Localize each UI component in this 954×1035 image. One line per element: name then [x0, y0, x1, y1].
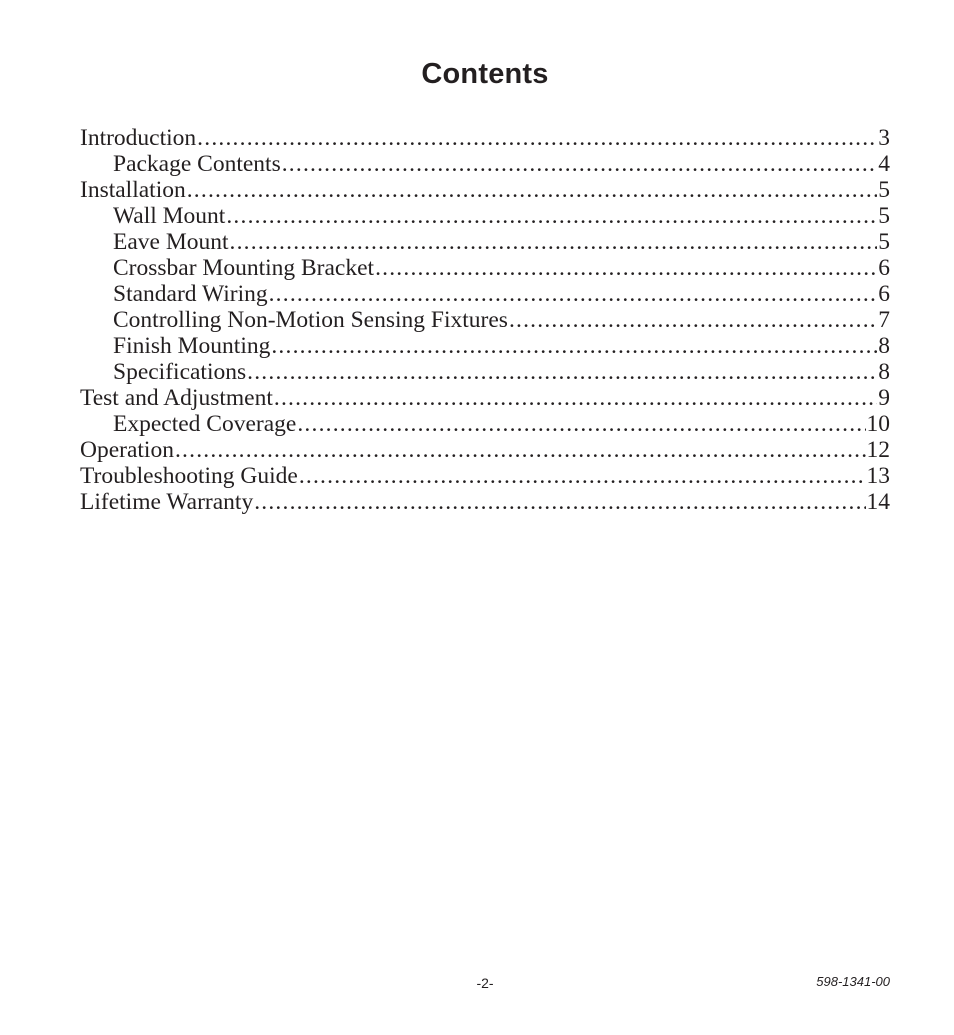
- dot-leader: [269, 281, 878, 307]
- toc-entry-label: Operation: [80, 437, 174, 463]
- dot-leader: [274, 385, 877, 411]
- dot-leader: [226, 203, 877, 229]
- toc-entry-installation[interactable]: [80, 177, 890, 203]
- toc-entry-label: Test and Adjustment: [80, 385, 273, 411]
- toc-entry-page: 6: [878, 255, 890, 281]
- toc-entry-label: Package Contents: [113, 151, 281, 177]
- toc-entry-label: Wall Mount: [113, 203, 226, 229]
- dot-leader: [271, 333, 877, 359]
- toc-entry-page: 9: [878, 385, 890, 411]
- toc-entry-package-contents[interactable]: [80, 151, 890, 177]
- toc-entry-wall-mount[interactable]: [80, 203, 890, 229]
- toc-entry-introduction[interactable]: [80, 125, 890, 151]
- toc-entry-standard-wiring[interactable]: [80, 281, 890, 307]
- toc-entry-label: Introduction: [80, 125, 197, 151]
- page-title: Contents: [421, 58, 549, 90]
- toc-entry-label: Finish Mounting: [113, 333, 271, 359]
- toc-entry-page: 4: [878, 151, 890, 177]
- toc-entry-page: 8: [878, 359, 890, 385]
- dot-leader: [509, 307, 877, 333]
- toc-entry-eave-mount[interactable]: [80, 229, 890, 255]
- toc-entry-label: Troubleshooting Guide: [80, 463, 298, 489]
- dot-leader: [299, 463, 866, 489]
- toc-entry-label: Eave Mount: [113, 229, 229, 255]
- toc-entry-page: 8: [878, 333, 890, 359]
- toc-entry-specifications[interactable]: [80, 359, 890, 385]
- toc-entry-expected-coverage[interactable]: [80, 411, 890, 437]
- toc-entry-page: 5: [878, 203, 890, 229]
- toc-entry-page: 6: [878, 281, 890, 307]
- toc-entry-page: 3: [878, 125, 890, 151]
- toc-entry-page: 12: [866, 437, 890, 463]
- toc-entry-page: 7: [878, 307, 890, 333]
- toc-entry-page: 5: [878, 229, 890, 255]
- footer-page-number: -2-: [476, 975, 494, 991]
- toc-entry-label: Lifetime Warranty: [80, 489, 254, 515]
- toc-entry-page: 14: [866, 489, 890, 515]
- toc-entry-label: Controlling Non-Motion Sensing Fixtures: [113, 307, 508, 333]
- toc-entry-page: 5: [878, 177, 890, 203]
- dot-leader: [282, 151, 878, 177]
- footer-document-number: 598-1341-00: [816, 974, 890, 989]
- toc-entry-label: Standard Wiring: [113, 281, 268, 307]
- toc-entry-label: Expected Coverage: [113, 411, 297, 437]
- toc-entry-finish-mounting[interactable]: [80, 333, 890, 359]
- dot-leader: [197, 125, 877, 151]
- toc-entry-operation[interactable]: [80, 437, 890, 463]
- dot-leader: [175, 437, 866, 463]
- table-of-contents: [80, 125, 890, 515]
- toc-entry-crossbar-mounting-bracket[interactable]: [80, 255, 890, 281]
- toc-entry-label: Installation: [80, 177, 186, 203]
- toc-entry-controlling-non-motion-sensing-fixtures[interactable]: [80, 307, 890, 333]
- dot-leader: [230, 229, 878, 255]
- toc-entry-page: 13: [866, 463, 890, 489]
- toc-entry-label: Specifications: [113, 359, 247, 385]
- toc-entry-page: 10: [866, 411, 890, 437]
- dot-leader: [375, 255, 877, 281]
- dot-leader: [187, 177, 878, 203]
- toc-entry-test-and-adjustment[interactable]: [80, 385, 890, 411]
- dot-leader: [247, 359, 877, 385]
- dot-leader: [254, 489, 865, 515]
- dot-leader: [297, 411, 865, 437]
- toc-entry-lifetime-warranty[interactable]: [80, 489, 890, 515]
- toc-entry-troubleshooting-guide[interactable]: [80, 463, 890, 489]
- toc-entry-label: Crossbar Mounting Bracket: [113, 255, 375, 281]
